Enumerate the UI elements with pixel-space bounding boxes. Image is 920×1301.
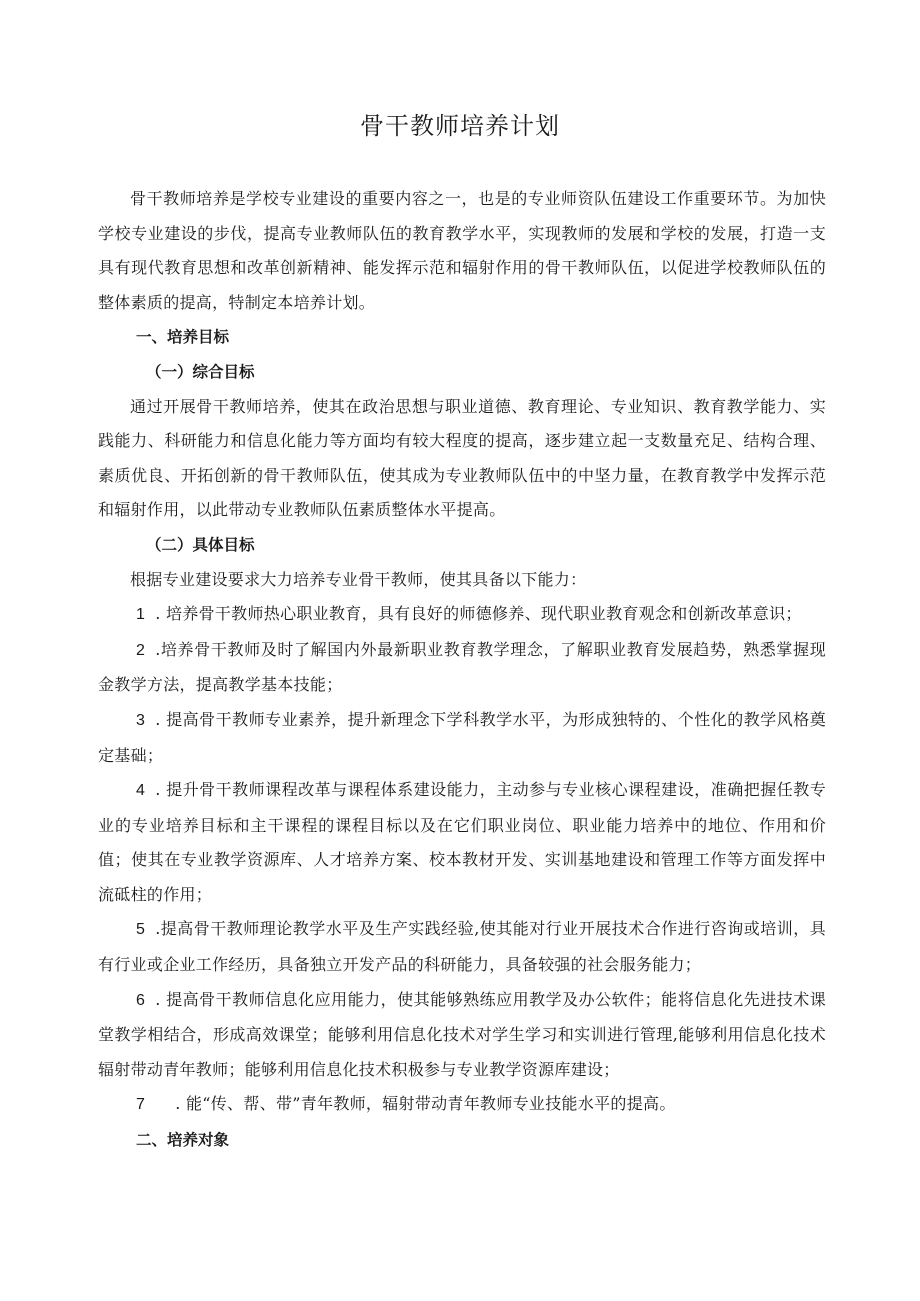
list-item-number: 5 (136, 921, 146, 939)
list-item-text: .培养骨干教师及时了解国内外最新职业教育教学理念，了解职业教育发展趋势，熟悉掌握现金教学方法，提高教学基本技能； (98, 639, 826, 695)
list-item-number: 3 (136, 711, 146, 729)
list-item (98, 1087, 826, 1123)
list-item-number: 4 (136, 782, 146, 800)
list-item (98, 597, 826, 633)
list-item-text: . 提升骨干教师课程改革与课程体系建设能力，主动参与专业核心课程建设，准确把握任教专业的专业培养目标和主干课程的课程目标以及在它们职业岗位、职业能力培养中的地位、作用和价值；使其在专业教学资源库、人才培养方案、校本教材开发、实训基地建设和管理工作等方面发挥中流砥柱的作用； (98, 780, 826, 904)
list-item-number: 1 (136, 606, 146, 624)
list-item (98, 912, 826, 982)
list-item-number: 7 (136, 1096, 146, 1114)
list-item (98, 633, 826, 703)
list-item-text: . 能“传、帮、带”青年教师，辐射带动青年教师专业技能水平的提高。 (175, 1094, 676, 1114)
list-item (98, 703, 826, 773)
section-heading-goals: 一、培养目标 (136, 328, 230, 347)
list-item (98, 773, 826, 912)
list-item-text: . 培养骨干教师热心职业教育，具有良好的师德修养、现代职业教育观念和创新改革意识； (155, 604, 802, 624)
list-item-number: 2 (136, 641, 146, 659)
list-item-text: .提高骨干教师理论教学水平及生产实践经验,使其能对行业开展技术合作进行咨询或培训，具有行业或企业工作经历，具备独立开发产品的科研能力，具备较强的社会服务能力； (98, 919, 826, 975)
subsection-heading-overall: （一）综合目标 (146, 362, 255, 381)
document-body (98, 182, 826, 1158)
list-item-number: 6 (136, 991, 146, 1009)
overall-goal-paragraph: 通过开展骨干教师培养，使其在政治思想与职业道德、教育理论、专业知识、教育教学能力、实践能力、科研能力和信息化能力等方面均有较大程度的提高，逐步建立起一支数量充足、结构合理、素质优良、开拓创新的骨干教师队伍，使其成为专业教师队伍中的中坚力量，在教育教学中发挥示范和辐射作用，以此带动专业教师队伍素质整体水平提高。 (98, 396, 826, 520)
list-item-text: . 提高骨干教师信息化应用能力，使其能够熟练应用教学及办公软件；能将信息化先进技术课堂教学相结合，形成高效课堂；能够利用信息化技术对学生学习和实训进行管理,能够利用信息化技术辐射带动青年教师；能够利用信息化技术积极参与专业教学资源库建设； (98, 989, 826, 1079)
list-item-text: . 提高骨干教师专业素养，提升新理念下学科教学水平，为形成独特的、个性化的教学风格奠定基础； (98, 709, 826, 765)
subsection-heading-specific: （二）具体目标 (146, 535, 255, 554)
section-heading-targets: 二、培养对象 (136, 1131, 230, 1150)
document-title: 骨干教师培养计划 (360, 112, 560, 140)
list-item (98, 983, 826, 1088)
intro-paragraph: 骨干教师培养是学校专业建设的重要内容之一，也是的专业师资队伍建设工作重要环节。为加快学校专业建设的步伐，提高专业教师队伍的教育教学水平，实现教师的发展和学校的发展，打造一支具有现代教育思想和改革创新精神、能发挥示范和辐射作用的骨干教师队伍，以促进学校教师队伍的整体素质的提高，特制定本培养计划。 (98, 189, 826, 312)
specific-goal-lead: 根据专业建设要求大力培养专业骨干教师，使其具备以下能力： (130, 569, 587, 589)
